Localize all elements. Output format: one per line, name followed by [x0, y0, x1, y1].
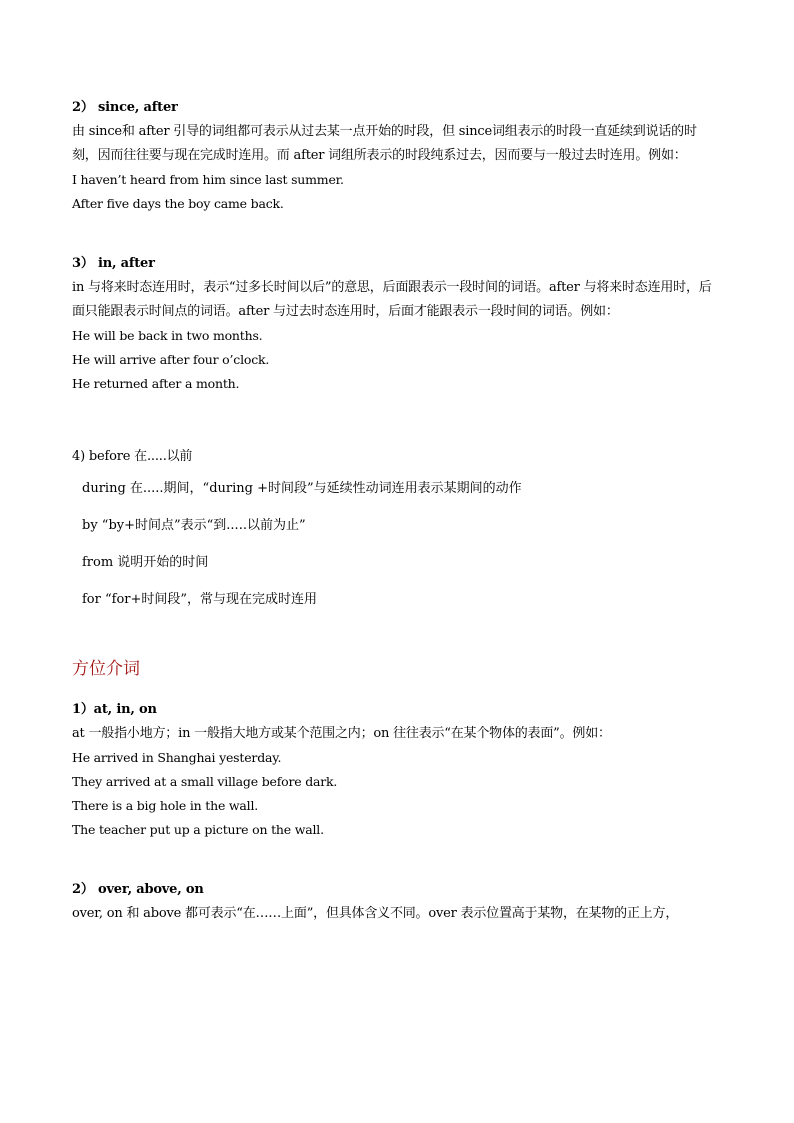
- example-after-3: He returned after a month.: [72, 376, 240, 391]
- heading-at-in-on: 1）at, in, on: [72, 702, 157, 717]
- list-item-for: for “for+时间段”，常与现在完成时连用: [82, 592, 318, 607]
- section-title-location-prepositions: 方位介词: [72, 659, 140, 679]
- list-item-from: from 说明开始的时间: [82, 555, 209, 570]
- paragraph-over-above-on: over, on 和 above 都可表示“在……上面”，但具体含义不同。over 表示位置高于某物，在某物的正上方，: [72, 906, 679, 921]
- example-location-2: They arrived at a small village before dark.: [72, 774, 338, 789]
- example-since-1: I haven’t heard from him since last summer.: [72, 172, 344, 187]
- heading-before: 4) before 在.....以前: [72, 449, 193, 464]
- heading-in-after: 3） in, after: [72, 256, 155, 271]
- example-after-1: After five days the boy came back.: [72, 196, 284, 211]
- example-location-4: The teacher put up a picture on the wall.: [72, 822, 324, 837]
- example-location-3: There is a big hole in the wall.: [72, 798, 259, 813]
- document-page: [72, 96, 722, 926]
- example-in-1: He will be back in two months.: [72, 328, 263, 343]
- example-after-2: He will arrive after four o’clock.: [72, 352, 270, 367]
- paragraph-since-after: 由 since和 after 引导的词组都可表示从过去某一点开始的时段，但 since词组表示的时段一直延续到说话的时刻，因而往往要与现在完成时连用。而 after 词组所表示的时段纯系过去，因而要与一般过去时连用。例如：: [72, 124, 697, 163]
- list-item-during: during 在.....期间，“during +时间段”与延续性动词连用表示某期间的动作: [82, 481, 522, 496]
- paragraph-in-after: in 与将来时态连用时，表示“过多长时间以后”的意思，后面跟表示一段时间的词语。after 与将来时态连用时，后面只能跟表示时间点的词语。after 与过去时态连用时，后面才能跟表示一段时间的词语。例如：: [72, 280, 712, 319]
- example-location-1: He arrived in Shanghai yesterday.: [72, 750, 282, 765]
- heading-over-above-on: 2） over, above, on: [72, 882, 204, 897]
- list-item-by: by “by+时间点”表示“到.....以前为止”: [82, 518, 306, 533]
- heading-since-after: 2） since, after: [72, 100, 178, 115]
- paragraph-at-in-on: at 一般指小地方；in 一般指大地方或某个范围之内；on 往往表示“在某个物体的表面”。例如：: [72, 726, 611, 741]
